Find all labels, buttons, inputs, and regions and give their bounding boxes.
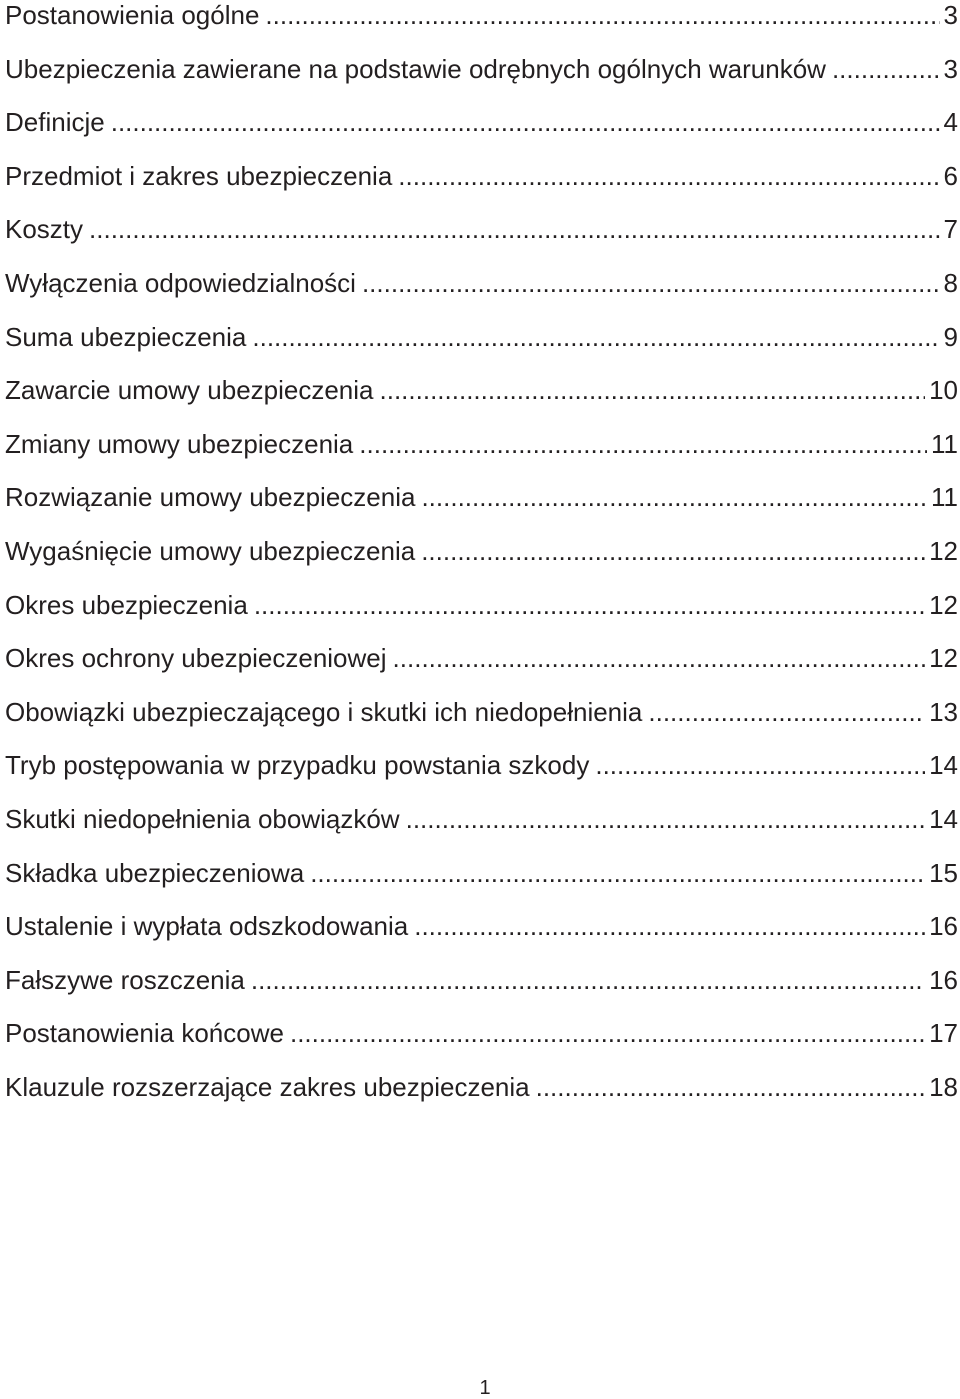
toc-entry-okres-ubezpieczenia[interactable] bbox=[5, 590, 958, 644]
toc-entry-page: 4 bbox=[943, 107, 958, 138]
toc-entry-title: Ustalenie i wypłata odszkodowania bbox=[5, 911, 409, 942]
toc-entry-title: Definicje bbox=[5, 107, 105, 138]
page-number: 1 bbox=[479, 1377, 491, 1399]
toc-entry-suma-ubezpieczenia[interactable] bbox=[5, 322, 958, 376]
dot-leader bbox=[406, 806, 925, 832]
toc-entry-title: Tryb postępowania w przypadku powstania szkody bbox=[5, 750, 590, 781]
toc-entry-title: Przedmiot i zakres ubezpieczenia bbox=[5, 160, 393, 191]
dot-leader bbox=[595, 752, 925, 778]
toc-entry-skutki-niedopelnienia[interactable] bbox=[5, 804, 958, 858]
toc-entry-page: 7 bbox=[943, 214, 958, 245]
toc-entry-page: 10 bbox=[929, 375, 958, 406]
toc-entry-page: 15 bbox=[929, 857, 958, 888]
toc-entry-title: Zawarcie umowy ubezpieczenia bbox=[5, 375, 374, 406]
toc-entry-page: 17 bbox=[929, 1018, 958, 1049]
toc-entry-koszty[interactable] bbox=[5, 214, 958, 268]
toc-entry-tryb-postepowania[interactable] bbox=[5, 750, 958, 804]
toc-entry-page: 18 bbox=[929, 1071, 958, 1102]
toc-entry-zawarcie-umowy[interactable] bbox=[5, 375, 958, 429]
dot-leader bbox=[380, 377, 926, 403]
toc-entry-skladka[interactable] bbox=[5, 858, 958, 912]
toc-entry-title: Rozwiązanie umowy ubezpieczenia bbox=[5, 482, 416, 513]
toc-entry-obowiazki[interactable] bbox=[5, 697, 958, 751]
dot-leader bbox=[254, 592, 925, 618]
toc-entry-page: 14 bbox=[929, 803, 958, 834]
toc-entry-wylaczenia[interactable] bbox=[5, 268, 958, 322]
dot-leader bbox=[89, 216, 940, 242]
toc-entry-page: 11 bbox=[931, 482, 958, 513]
dot-leader bbox=[251, 967, 925, 993]
toc-entry-page: 12 bbox=[929, 643, 958, 674]
toc-entry-page: 12 bbox=[929, 589, 958, 620]
toc-entry-title: Postanowienia ogólne bbox=[5, 0, 260, 30]
toc-entry-title: Okres ochrony ubezpieczeniowej bbox=[5, 643, 387, 674]
dot-leader bbox=[111, 109, 940, 135]
toc-entry-title: Postanowienia końcowe bbox=[5, 1018, 284, 1049]
toc-entry-title: Wygaśnięcie umowy ubezpieczenia bbox=[5, 535, 416, 566]
dot-leader bbox=[398, 163, 939, 189]
toc-entry-okres-ochrony[interactable] bbox=[5, 643, 958, 697]
dot-leader bbox=[362, 270, 940, 296]
toc-entry-title: Zmiany umowy ubezpieczenia bbox=[5, 428, 354, 459]
dot-leader bbox=[393, 645, 926, 671]
dot-leader bbox=[536, 1074, 925, 1100]
dot-leader bbox=[265, 2, 939, 28]
toc-entry-postanowienia-ogolne[interactable] bbox=[5, 0, 958, 54]
toc-entry-zmiany-umowy[interactable] bbox=[5, 429, 958, 483]
dot-leader bbox=[252, 324, 939, 350]
toc-entry-przedmiot-zakres[interactable] bbox=[5, 161, 958, 215]
toc-entry-klauzule[interactable] bbox=[5, 1072, 958, 1126]
toc-entry-title: Koszty bbox=[5, 214, 84, 245]
dot-leader bbox=[359, 431, 927, 457]
toc-entry-title: Klauzule rozszerzające zakres ubezpieczenia bbox=[5, 1071, 530, 1102]
dot-leader bbox=[648, 699, 925, 725]
dot-leader bbox=[310, 860, 925, 886]
toc-entry-page: 16 bbox=[929, 964, 958, 995]
dot-leader bbox=[290, 1020, 925, 1046]
toc-entry-ustalenie-wyplata[interactable] bbox=[5, 911, 958, 965]
toc-entry-page: 8 bbox=[943, 267, 958, 298]
table-of-contents bbox=[5, 0, 958, 1125]
dot-leader bbox=[414, 913, 925, 939]
dot-leader bbox=[421, 538, 925, 564]
toc-entry-wygasniecie-umowy[interactable] bbox=[5, 536, 958, 590]
toc-entry-definicje[interactable] bbox=[5, 107, 958, 161]
toc-entry-page: 9 bbox=[943, 321, 958, 352]
toc-entry-page: 6 bbox=[943, 160, 958, 191]
toc-entry-title: Fałszywe roszczenia bbox=[5, 964, 245, 995]
toc-entry-title: Okres ubezpieczenia bbox=[5, 589, 248, 620]
toc-entry-page: 3 bbox=[943, 53, 958, 84]
toc-entry-title: Składka ubezpieczeniowa bbox=[5, 857, 305, 888]
toc-entry-title: Ubezpieczenia zawierane na podstawie odrębnych ogólnych warunków bbox=[5, 53, 826, 84]
dot-leader bbox=[832, 56, 940, 82]
toc-entry-title: Skutki niedopełnienia obowiązków bbox=[5, 803, 400, 834]
toc-entry-ubezpieczenia-odrebne[interactable] bbox=[5, 54, 958, 108]
toc-entry-title: Wyłączenia odpowiedzialności bbox=[5, 267, 356, 298]
toc-entry-title: Suma ubezpieczenia bbox=[5, 321, 247, 352]
toc-entry-page: 11 bbox=[931, 428, 958, 459]
toc-entry-page: 14 bbox=[929, 750, 958, 781]
toc-entry-page: 13 bbox=[929, 696, 958, 727]
toc-entry-page: 12 bbox=[929, 535, 958, 566]
dot-leader bbox=[421, 484, 927, 510]
toc-entry-postanowienia-koncowe[interactable] bbox=[5, 1018, 958, 1072]
toc-entry-falszywe-roszczenia[interactable] bbox=[5, 965, 958, 1019]
toc-entry-page: 16 bbox=[929, 911, 958, 942]
toc-entry-page: 3 bbox=[943, 0, 958, 30]
toc-entry-title: Obowiązki ubezpieczającego i skutki ich niedopełnienia bbox=[5, 696, 643, 727]
toc-entry-rozwiazanie-umowy[interactable] bbox=[5, 482, 958, 536]
